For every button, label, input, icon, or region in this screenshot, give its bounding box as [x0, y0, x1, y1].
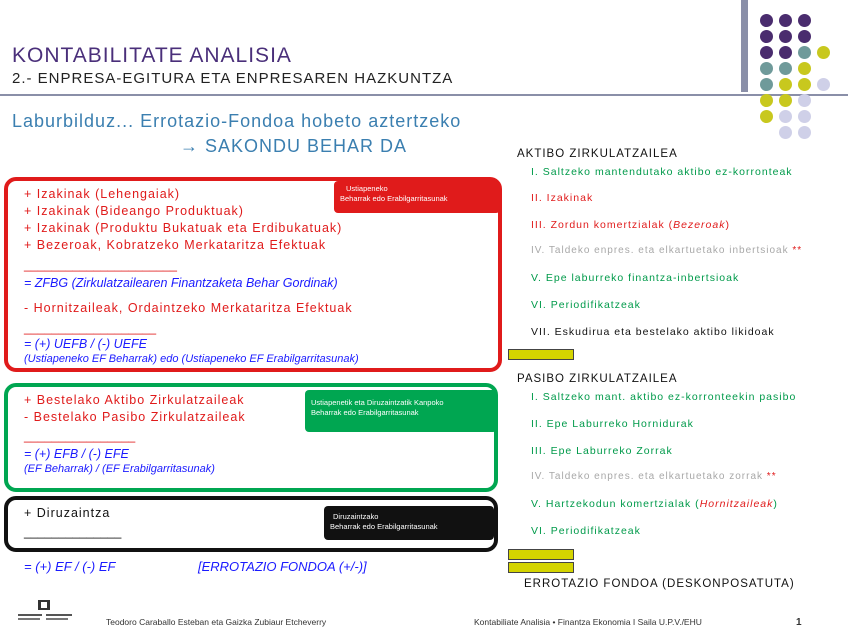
aktibo-item: III. Zordun komertzialak (Bezeroak) [531, 219, 730, 231]
aktibo-item: VI. Periodifikatzeak [531, 299, 641, 311]
ef-line: = (+) EF / (-) EF [24, 559, 116, 574]
page-subtitle: 2.- ENPRESA-EGITURA ETA ENPRESAREN HAZKUNTZA [12, 70, 454, 87]
izakinak-lehengaiak: + Izakinak (Lehengaiak) [24, 187, 181, 201]
dash-separator: ______________________ [24, 258, 177, 272]
university-logo [16, 598, 76, 622]
izakinak-bideango: + Izakinak (Bideango Produktuak) [24, 204, 244, 218]
uefb-line: = (+) UEFB / (-) UEFE [24, 337, 147, 351]
pasibo-item: IV. Taldeko enpres. eta elkartuetako zorrak ** [531, 471, 777, 482]
bestelako-pasibo-line: - Bestelako Pasibo Zirkulatzaileak [24, 410, 246, 424]
aktibo-item: I. Saltzeko mantendutako aktibo ez-korronteak [531, 166, 793, 178]
yellow-bar [508, 349, 574, 360]
aktibo-item: V. Epe laburreko finantza-inbertsioak [531, 272, 740, 284]
errotazio-line: [ERROTAZIO FONDOA (+/-)] [198, 559, 367, 574]
bestelako-aktibo-line: + Bestelako Aktibo Zirkulatzaileak [24, 393, 245, 407]
page-number: 1 [796, 617, 802, 628]
decorative-vertical-bar [741, 0, 748, 92]
yellow-bar [508, 549, 574, 560]
uefb-note: (Ustiapeneko EF Beharrak) edo (Ustiapeneko EF Erabilgarritasunak) [24, 353, 359, 365]
dash-separator: ___________________ [24, 321, 157, 335]
dash-separator: ________________ [24, 429, 136, 443]
izakinak-bukatuak: + Izakinak (Produktu Bukatuak eta Erdibukatuak) [24, 221, 343, 235]
dash-separator: ______________ [24, 525, 122, 539]
aktibo-item: II. Izakinak [531, 192, 594, 204]
efb-note: (EF Beharrak) / (EF Erabilgarritasunak) [24, 463, 215, 475]
page-title: KONTABILITATE ANALISIA [12, 44, 292, 67]
aktibo-item: VII. Eskudirua eta bestelako aktibo likidoak [531, 326, 775, 338]
hornitzaileak-line: - Hornitzaileak, Ordaintzeko Merkataritza Efektuak [24, 301, 353, 315]
errotazio-fondoa-label: ERROTAZIO FONDOA (DESKONPOSATUTA) [524, 578, 795, 590]
footer-authors: Teodoro Caraballo Esteban eta Gaizka Zubiaur Etcheverry [106, 617, 327, 627]
footer-department: Kontabiliate Analisia • Finantza Ekonomia I Saila U.P.V./EHU [474, 617, 702, 627]
other-needs-tag: Ustiapenetik eta Diruzaintzatik Kanpoko Beharrak edo Erabilgarritasunak [305, 390, 497, 432]
subheadline: → SAKONDU BEHAR DA [180, 136, 408, 156]
yellow-bar [508, 562, 574, 573]
diruzaintza-line: + Diruzaintza [24, 506, 111, 520]
aktibo-item: IV. Taldeko enpres. eta elkartuetako inbertsioak ** [531, 245, 803, 256]
pasibo-item: I. Saltzeko mant. aktibo ez-korronteekin pasibo [531, 391, 797, 403]
treasury-tag: Diruzaintzako Beharrak edo Erabilgarritasunak [324, 506, 494, 540]
headline: Laburbilduz... Errotazio-Fondoa hobeto aztertzeko [12, 111, 462, 131]
efb-line: = (+) EFB / (-) EFE [24, 447, 129, 461]
bezeroak-line: + Bezeroak, Kobratzeko Merkataritza Efektuak [24, 238, 327, 252]
pasibo-item: V. Hartzekodun komertzialak (Hornitzaileak) [531, 498, 778, 510]
operating-needs-tag: Ustiapeneko Beharrak edo Erabilgarritasunak [334, 181, 500, 213]
pasibo-item: II. Epe Laburreko Hornidurak [531, 418, 694, 430]
aktibo-heading: AKTIBO ZIRKULATZAILEA [517, 148, 678, 160]
pasibo-item: VI. Periodifikatzeak [531, 525, 641, 537]
pasibo-heading: PASIBO ZIRKULATZAILEA [517, 373, 678, 385]
pasibo-item: III. Epe Laburreko Zorrak [531, 445, 673, 457]
zfbg-line: = ZFBG (Zirkulatzailearen Finantzaketa Behar Gordinak) [24, 276, 338, 290]
decorative-horizontal-rule [0, 94, 848, 96]
